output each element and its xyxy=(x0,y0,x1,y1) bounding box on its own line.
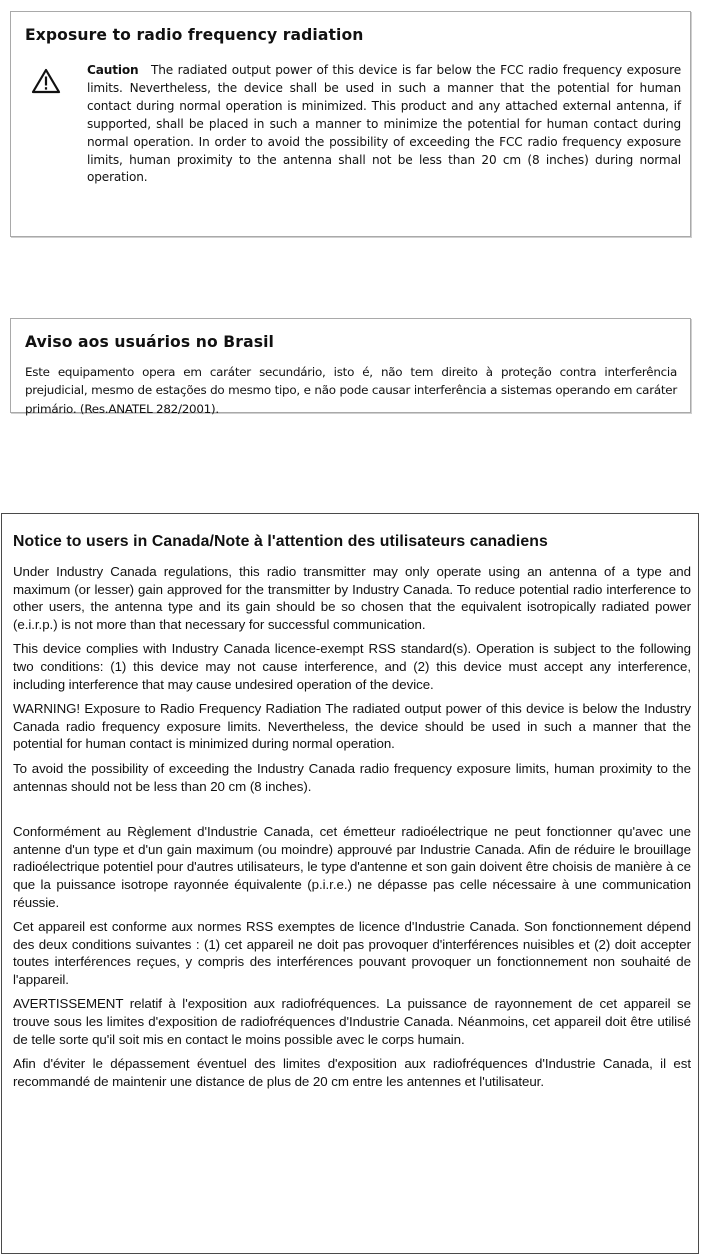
canada-paragraph-fr-3: AVERTISSEMENT relatif à l'exposition aux radiofréquences. La puissance de rayonnement de cet appareil se trouve sous les limites d'exposition de radiofréquences d'Industrie Canada. Néanmoins, cet appareil doit être utilisé de telle sorte qu'il soit mis en contact le moins possible avec le corps humain. xyxy=(13,996,691,1047)
canada-paragraph-en-4: To avoid the possibility of exceeding the Industry Canada radio frequency exposure limits, human proximity to the antennas should not be less than 20 cm (8 inches). xyxy=(13,760,691,794)
canada-paragraph-fr-4: Afin d'éviter le dépassement éventuel des limites d'exposition aux radiofréquences d'Industrie Canada, il est recommandé de maintenir une distance de plus de 20 cm entre les antennes et l'utilisateur. xyxy=(13,1056,691,1089)
canada-notice-title: Notice to users in Canada/Note à l'attention des utilisateurs canadiens xyxy=(13,533,548,550)
canada-paragraph-en-1: Under Industry Canada regulations, this radio transmitter may only operate using an antenna of a type and maximum (or lesser) gain approved for the transmitter by Industry Canada. To reduce potential radio interference to other users, the antenna type and its gain should be so chosen that the equivalent isotropically radiated power (e.i.r.p.) is not more than that necessary for successful communication. xyxy=(13,564,691,632)
canada-notice-body xyxy=(13,563,691,1097)
brazil-notice xyxy=(10,318,691,416)
canada-paragraph-en-2: This device complies with Industry Canada licence-exempt RSS standard(s). Operation is subject to the following two conditions: (1) this device may not cause interference, and (2) this device must accept any interference, including interference that may cause undesired operation of the device. xyxy=(13,641,691,692)
rf-exposure-notice xyxy=(10,11,691,237)
brazil-notice-title: Aviso aos usuários no Brasil xyxy=(25,333,274,351)
caution-block xyxy=(31,62,681,187)
rf-exposure-title: Exposure to radio frequency radiation xyxy=(25,26,364,44)
brazil-notice-text: Este equipamento opera em caráter secundário, isto é, não tem direito à proteção contra interferência prejudicial, mesmo de estações do mesmo tipo, e não pode causar interferência a sistemas operando em caráter primário. (Res.ANATEL 282/2001). xyxy=(25,365,677,416)
caution-label: Caution xyxy=(87,63,139,77)
warning-triangle-icon xyxy=(31,68,61,94)
canada-paragraph-fr-1: Conformément au Règlement d'Industrie Canada, cet émetteur radioélectrique ne peut fonctionner qu'avec une antenne d'un type et d'un gain maximum (ou moindre) approuvé par Industrie Canada. Afin de réduire le brouillage radioélectrique potentiel pour d'autres utilisateurs, le type d'antenne et son gain doivent être choisis de manière à ce que la puissance isotrope rayonnée équivalente (p.i.r.e.) ne dépasse pas celle nécessaire à une communication réussie. xyxy=(13,824,691,910)
canada-paragraph-fr-2: Cet appareil est conforme aux normes RSS exemptes de licence d'Industrie Canada. Son fonctionnement dépend des deux conditions suivantes : (1) cet appareil ne doit pas provoquer d'interférences nuisibles et (2) doit accepter toutes interférences reçues, y compris des interférences pouvant provoquer un fonctionnement non souhaité de l'appareil. xyxy=(13,919,691,987)
canada-notice xyxy=(1,513,699,1254)
caution-body: The radiated output power of this device is far below the FCC radio frequency exposure limits. Nevertheless, the device shall be used in such a manner that the potential for human contact during normal operation is minimized. This product and any attached external antenna, if supported, shall be placed in such a manner to minimize the potential for human contact during normal operation. In order to avoid the possibility of exceeding the FCC radio frequency exposure limits, human proximity to the antenna shall not be less than 20 cm (8 inches) during normal operation. xyxy=(87,63,681,185)
canada-paragraph-en-3: WARNING! Exposure to Radio Frequency Radiation The radiated output power of this device is below the Industry Canada radio frequency exposure limits. Nevertheless, the device should be used in such a manner that the potential for human contact is minimized during normal operation. xyxy=(13,701,691,752)
caution-paragraph xyxy=(87,62,681,187)
